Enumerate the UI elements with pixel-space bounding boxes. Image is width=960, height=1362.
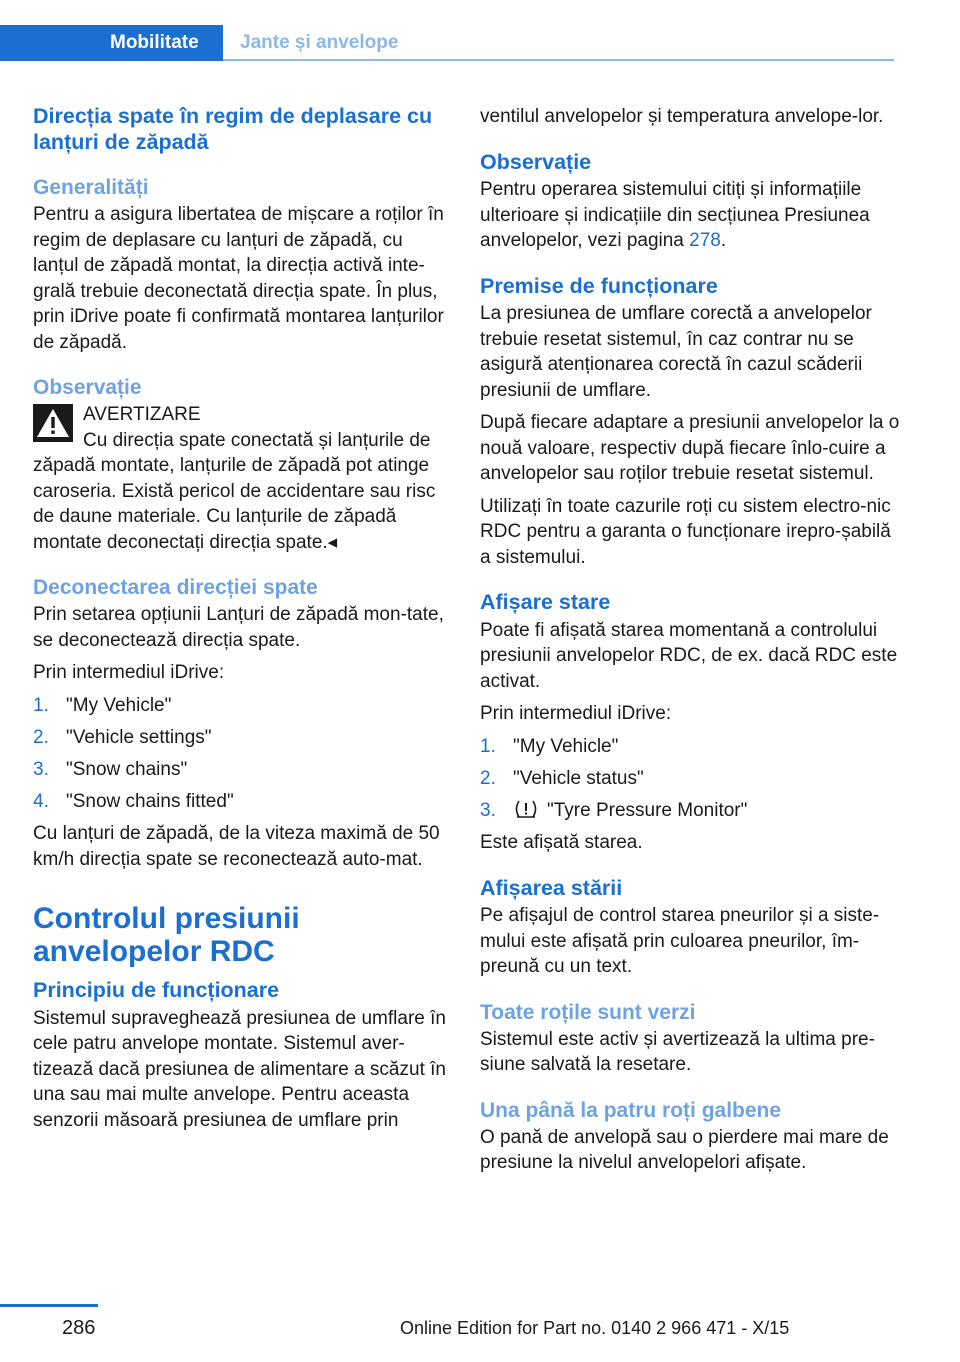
step-number: 3. bbox=[33, 758, 49, 780]
step-text: "Snow chains" bbox=[66, 758, 188, 780]
heading-note: Observație bbox=[33, 376, 142, 399]
note-end: . bbox=[720, 230, 727, 251]
edition-text: Online Edition for Part no. 0140 2 966 471 - X/15 bbox=[400, 1318, 790, 1338]
right-column bbox=[480, 104, 900, 1183]
note-text: Pentru operarea sistemului citiți și informațiile ulterioare și indicațiile din secțiunea Presiunea anvelopelor, vezi pagina bbox=[480, 179, 870, 251]
page-link[interactable]: 278 bbox=[689, 230, 721, 251]
paragraph-disconnect: Prin setarea opțiunii Lanțuri de zăpadă mon-tate, se deconectează direcția spate. bbox=[33, 604, 444, 651]
list-item bbox=[480, 734, 900, 760]
footer-divider bbox=[0, 1304, 98, 1307]
step-text: "Tyre Pressure Monitor" bbox=[547, 799, 748, 821]
heading-yellow: Una până la patru roți galbene bbox=[480, 1098, 782, 1122]
page-number: 286 bbox=[62, 1317, 96, 1339]
list-item bbox=[33, 757, 453, 783]
paragraph-note bbox=[480, 177, 900, 254]
step-number: 2. bbox=[480, 767, 496, 789]
heading-general: Generalități bbox=[33, 176, 149, 199]
tyre-pressure-icon bbox=[513, 799, 539, 819]
page-header bbox=[0, 25, 894, 61]
step-number: 2. bbox=[33, 726, 49, 748]
list-item bbox=[33, 789, 453, 815]
paragraph-green: Sistemul este activ și avertizează la ultima pre-siune salvată la resetare. bbox=[480, 1028, 875, 1075]
paragraph-via-idrive: Prin intermediul iDrive: bbox=[33, 662, 225, 683]
step-text: "My Vehicle" bbox=[66, 694, 172, 716]
step-text: "Vehicle status" bbox=[513, 767, 644, 789]
list-item bbox=[480, 766, 900, 792]
heading-note-right: Observație bbox=[480, 149, 592, 174]
paragraph-shown: Este afișată starea. bbox=[480, 832, 643, 853]
paragraph-via-idrive-right: Prin intermediul iDrive: bbox=[480, 703, 672, 724]
heading-status: Afișare stare bbox=[480, 590, 611, 614]
paragraph-general: Pentru a asigura libertatea de mișcare a roților în regim de deplasare cu lanțuri de zăpadă, cu lanțul de zăpadă montat, la direcția activă inte-grală trebuie deconectată direcția spate. În plus, prin iDrive poate fi confirmată montarea lanțurilor de zăpadă. bbox=[33, 204, 444, 353]
heading-rear-steering: Direcția spate în regim de deplasare cu lanțuri de zăpadă bbox=[33, 104, 433, 154]
heading-display: Afișarea stării bbox=[480, 875, 623, 900]
heading-prerequisites: Premise de funcționare bbox=[480, 273, 718, 298]
steps-list-status bbox=[480, 734, 900, 824]
paragraph-prereq-2: După fiecare adaptare a presiunii anvelopelor la o nouă valoare, respectiv după fiecare înlo-cuire a anvelopelor sau roților trebuie resetat sistemul. bbox=[480, 412, 900, 484]
step-text: "Vehicle settings" bbox=[66, 726, 212, 748]
heading-rdc: Controlul presiunii anvelopelor RDC bbox=[33, 902, 300, 968]
warning-icon bbox=[33, 404, 73, 442]
paragraph-prereq-1: La presiunea de umflare corectă a anvelopelor trebuie resetat sistemul, în caz contrar nu se asigură atenționarea corectă în cazul scăderii presiunii de umflare. bbox=[480, 303, 872, 401]
warning-text: Cu direcția spate conectată și lanțurile de zăpadă montate, lanțurile de zăpadă pot atinge caroseria. Există pericol de accidentare sau risc de daune materiale. Cu lanțurile de zăpadă montate deconectați direcția spate.◂ bbox=[33, 429, 436, 553]
step-number: 3. bbox=[480, 799, 496, 821]
warning-block bbox=[33, 402, 453, 555]
paragraph-status: Poate fi afișată starea momentană a controlului presiunii anvelopelor RDC, de ex. dacă RDC este activat. bbox=[480, 619, 898, 692]
list-item bbox=[33, 725, 453, 751]
step-content bbox=[513, 798, 747, 824]
step-number: 4. bbox=[33, 790, 49, 812]
heading-principle: Principiu de funcționare bbox=[33, 978, 280, 1002]
step-text: "Snow chains fitted" bbox=[66, 790, 234, 812]
left-column bbox=[33, 104, 453, 1140]
list-item bbox=[480, 798, 900, 824]
steps-list-snow-chains bbox=[33, 693, 453, 815]
section-label: Mobilitate bbox=[110, 32, 199, 53]
header-divider bbox=[223, 59, 894, 61]
paragraph-reconnect: Cu lanțuri de zăpadă, de la viteza maximă de 50 km/h direcția spate se reconectează auto-mat. bbox=[33, 823, 440, 870]
subsection-label: Jante și anvelope bbox=[240, 32, 399, 53]
paragraph-yellow: O pană de anvelopă sau o pierdere mai mare de presiune la nivelul anvelopelori afișate. bbox=[480, 1126, 889, 1173]
heading-green: Toate roțile sunt verzi bbox=[480, 1000, 696, 1024]
heading-disconnect: Deconectarea direcției spate bbox=[33, 576, 318, 599]
step-number: 1. bbox=[33, 694, 49, 716]
list-item bbox=[33, 693, 453, 719]
paragraph-principle: Sistemul supraveghează presiunea de umflare în cele patru anvelope montate. Sistemul aver-tizează dacă presiunea de alimentare a scăzut în una sau mai multe anvelope. Pentru aceasta senzorii măsoară presiunea de umflare prin bbox=[33, 1007, 446, 1131]
section-tab bbox=[0, 25, 223, 61]
warning-title: AVERTIZARE bbox=[83, 404, 201, 425]
step-number: 1. bbox=[480, 735, 496, 757]
step-text: "My Vehicle" bbox=[513, 735, 619, 757]
paragraph-display: Pe afișajul de control starea pneurilor și a siste-mului este afișată prin culoarea pneurilor, îm-preună cu un text. bbox=[480, 905, 880, 977]
paragraph-continued: ventilul anvelopelor și temperatura anvelope-lor. bbox=[480, 106, 884, 127]
paragraph-prereq-3: Utilizați în toate cazurile roți cu sistem electro-nic RDC pentru a garanta o funcționare irepro-șabilă a sistemului. bbox=[480, 495, 891, 568]
